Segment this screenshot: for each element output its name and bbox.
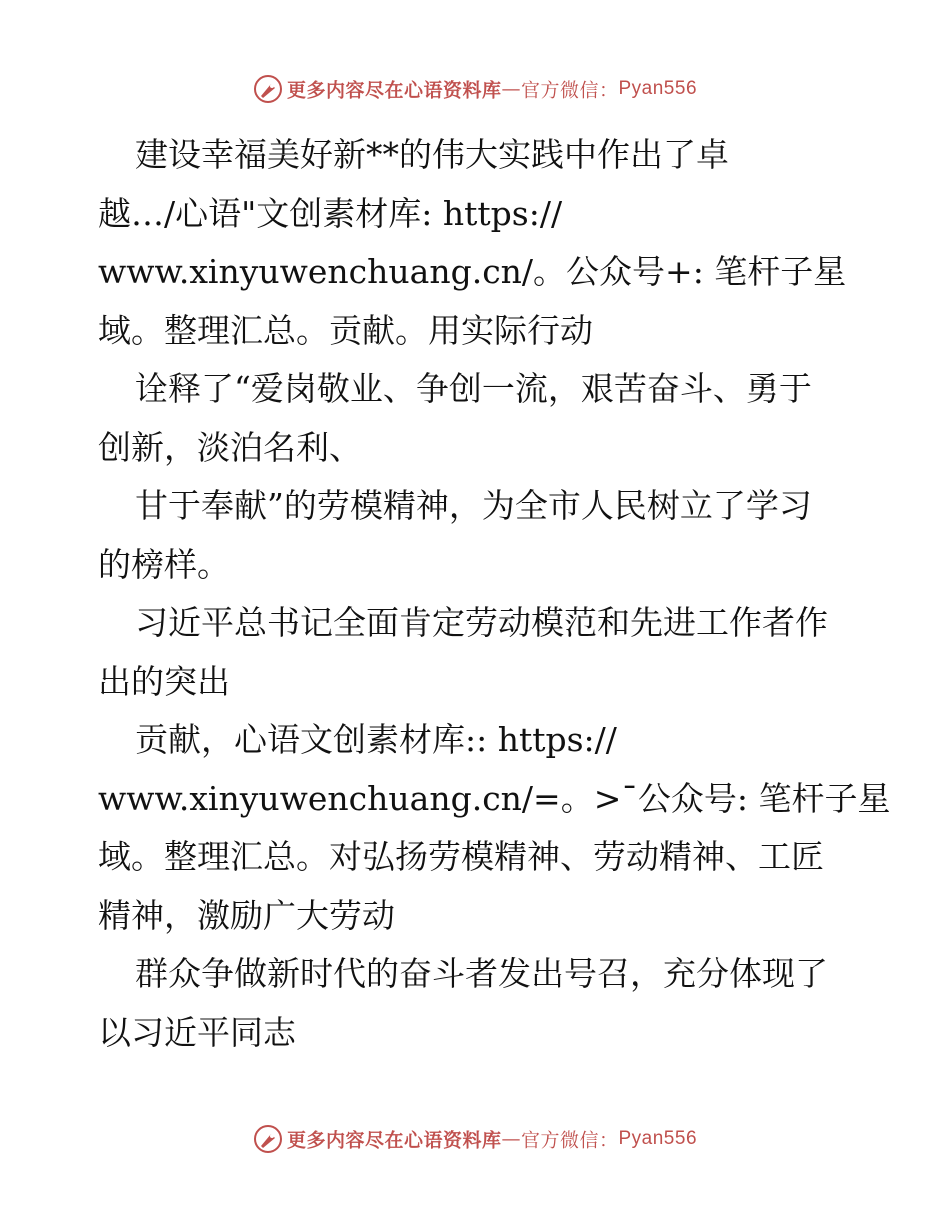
document-body <box>98 126 891 1062</box>
pen-nib-logo-icon <box>253 74 283 104</box>
body-line: 建设幸福美好新**的伟大实践中作出了卓 <box>135 135 729 174</box>
body-line: www.xinyuwenchuang.cn/=。>¯公众号: 笔杆子星 <box>98 778 891 818</box>
watermark-brand: 更多内容尽在心语资料库 <box>286 1129 502 1152</box>
body-line: 的榜样。 <box>98 544 230 584</box>
footer-watermark <box>0 1124 950 1154</box>
body-line: 习近平总书记全面肯定劳动模范和先进工作者作 <box>135 603 828 642</box>
pen-nib-logo-icon <box>253 1124 283 1154</box>
watermark-channel: 官方微信： <box>520 1129 619 1152</box>
body-line: 以习近平同志 <box>98 1012 296 1052</box>
watermark-separator: — <box>501 78 521 100</box>
body-line: www.xinyuwenchuang.cn/。公众号+: 笔杆子星 <box>98 252 847 291</box>
body-line: 出的突出 <box>98 661 230 701</box>
body-line: 精神，激励广大劳动 <box>98 895 395 935</box>
body-line: 贡献，心语文创素材库:: https:// <box>135 720 617 759</box>
watermark-wechat-id: Pyan556 <box>618 1128 698 1149</box>
watermark-channel: 官方微信： <box>520 79 619 102</box>
body-line: 域。整理汇总。对弘扬劳模精神、劳动精神、工匠 <box>98 837 824 876</box>
watermark-separator: — <box>501 1128 521 1150</box>
watermark-brand: 更多内容尽在心语资料库 <box>286 79 502 102</box>
body-line: 越…/心语"文创素材库: https:// <box>98 193 563 233</box>
header-watermark <box>0 74 950 104</box>
body-line: 诠释了“爱岗敬业、争创一流，艰苦奋斗、勇于 <box>135 369 812 408</box>
body-line: 创新，淡泊名利、 <box>98 427 362 467</box>
watermark-wechat-id: Pyan556 <box>618 78 698 99</box>
body-line: 群众争做新时代的奋斗者发出号召，充分体现了 <box>135 954 828 993</box>
body-line: 域。整理汇总。贡献。用实际行动 <box>98 310 593 350</box>
body-line: 甘于奉献”的劳模精神，为全市人民树立了学习 <box>135 486 812 525</box>
